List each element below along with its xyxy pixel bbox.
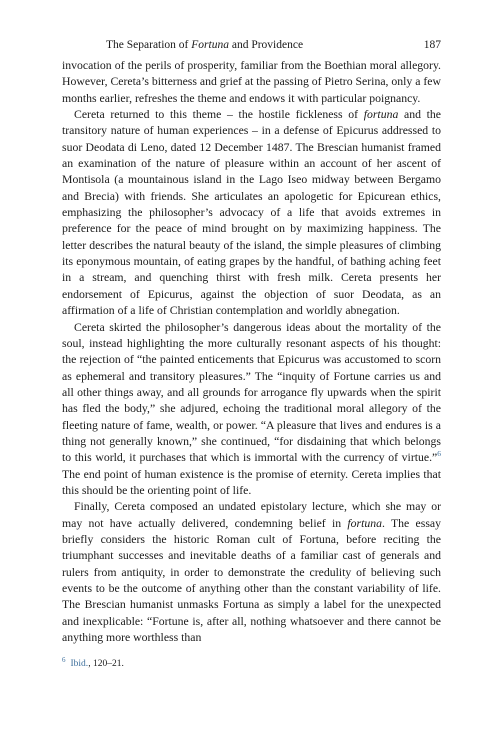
paragraph-4 xyxy=(62,499,441,646)
footnote-reference[interactable]: 6 xyxy=(437,449,441,459)
running-title xyxy=(106,38,303,52)
paragraph-4-italic: fortuna xyxy=(347,516,382,530)
footnote xyxy=(62,655,441,670)
running-title-pre: The Separation of xyxy=(106,39,192,51)
paragraph-3 xyxy=(62,320,441,500)
body-text xyxy=(62,58,441,646)
paragraph-1: invocation of the perils of prosperity, familiar from the Boethian moral allegory. However, Cereta’s bitterness and grief at the passing of Pietro Serina, only a few months earlier, refreshes the theme and endows it with particular poignancy. xyxy=(62,59,442,105)
paragraph-2-text-b: and the transitory nature of human experiences – in a defense of Epicurus addressed to suor Deodata di Leno, dated 12 December 1487. The Brescian humanist framed an examination of the nature of pleasure within an account of her ascent of Montisola (a mountainous island in the Lago Iseo midway between Bergamo and Brecia) with friends. She articulates an apologetic for Epicurean ethics, emphasizing the philosopher’s advocacy of a life that avoids extremes in preference for the peace of mind brought on by maximizing happiness. The letter describes the natural beauty of the island, the simple pleasures of climbing its eponymous mountain, of eating grapes by the handful, of bathing aching feet in a stream, and quenching thirst with fresh milk. Cereta presents her endorsement of Epicurus, against the objection of suor Deodata, as an affirmation of a life of Christian contemplation and worldly abnegation. xyxy=(62,108,441,318)
paragraph-2 xyxy=(62,107,441,319)
footnote-ibid-link[interactable]: Ibid. xyxy=(70,659,89,669)
running-title-italic: Fortuna xyxy=(191,39,229,51)
paragraph-4-text-a: Finally, Cereta composed an undated epistolary lecture, which she may or may not have actually delivered, condemning belief in xyxy=(62,500,441,530)
footnote-number: 6 xyxy=(62,655,66,664)
page-number: 187 xyxy=(423,39,441,51)
paragraph-3-text-b: The end point of human existence is the promise of eternity. Cereta implies that this should be the orienting point of life. xyxy=(62,467,441,497)
paragraph-2-italic: fortuna xyxy=(363,108,399,122)
running-title-post: and Providence xyxy=(228,39,304,51)
paragraph-2-text-a: Cereta returned to this theme – the hostile fickleness of xyxy=(74,108,364,122)
footnote-pages: , 120–21. xyxy=(88,659,124,669)
paragraph-4-text-b: . The essay briefly considers the historic Roman cult of Fortuna, before reciting the triumphant successes and inevitable deaths of a familiar cast of generals and rulers from antiquity, in order to demonstrate the credulity of believing such events to be the outcome of anything other than the constant variability of life. The Brescian humanist unmasks Fortuna as simply a label for the unexpected and inexplicable: “Fortune is, after all, nothing whatsoever and there cannot be anything more worthless than xyxy=(62,516,441,645)
paragraph-3-text-a: Cereta skirted the philosopher’s dangerous ideas about the mortality of the soul, instead highlighting the more culturally resonant aspects of his thought: the rejection of “the painted enticements that Epicurus was accustomed to scorn as ephemeral and transitory pleasures.” The “inquity of Fortune carries us and all other things away, and all grounds for arrogance fly upwards when the spirit has fled the body,” she adjured, echoing the traditional moral allegory of the fleeting nature of fame, wealth, or power. “A pleasure that lives and endures is a thing not generally known,” she continued, “for disdaining that which belongs to this world, it purchases that which is immortal with the currency of virtue.” xyxy=(62,320,441,465)
